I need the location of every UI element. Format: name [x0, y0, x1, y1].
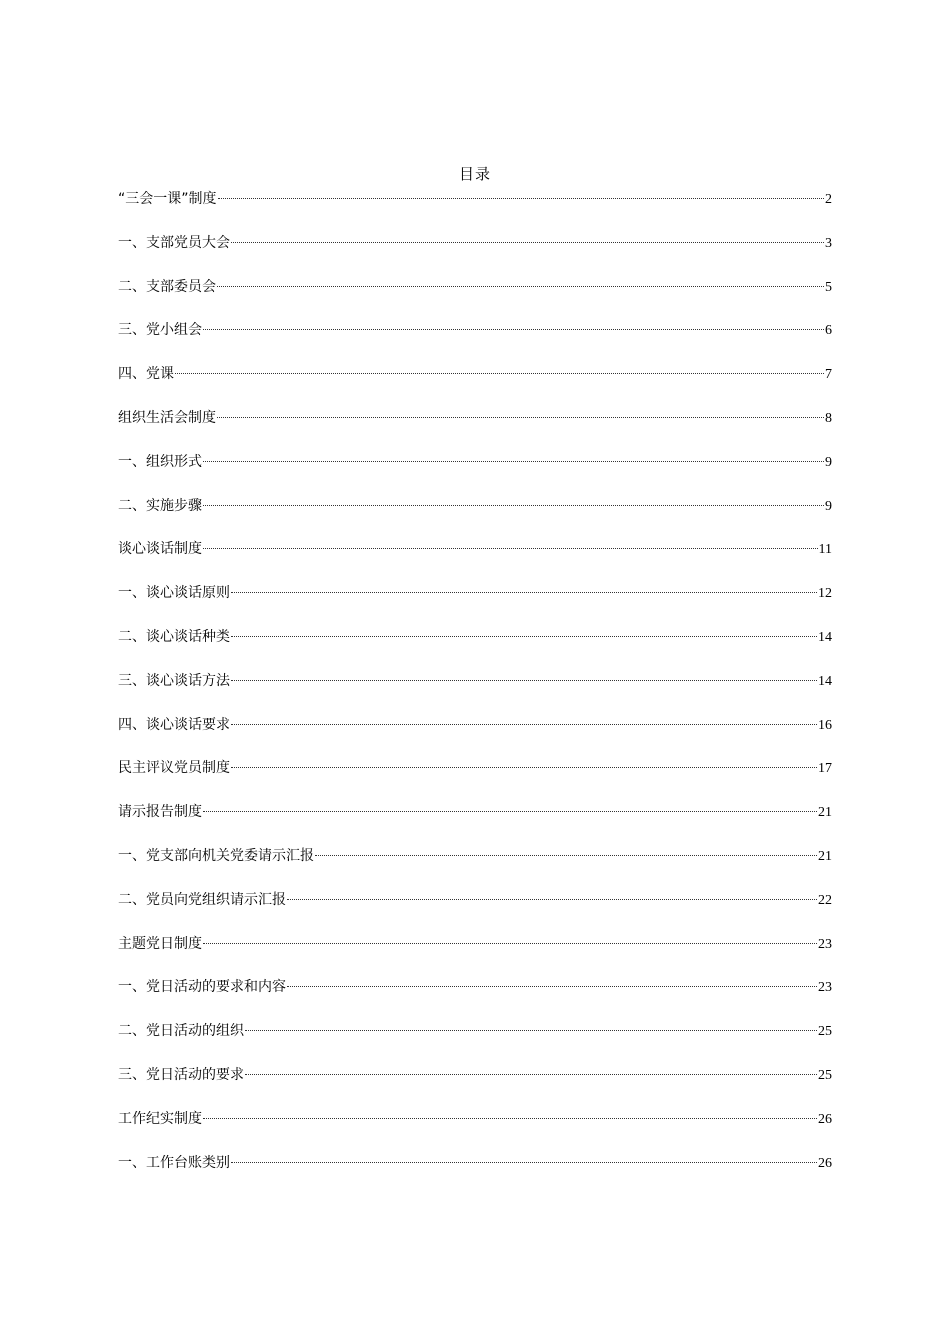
toc-entry[interactable] [118, 976, 832, 1020]
toc-entry-page-number: 7 [825, 367, 832, 383]
dot-leader [231, 767, 817, 768]
toc-entry-label: 一、组织形式 [118, 453, 202, 470]
dot-leader [217, 286, 824, 287]
toc-entry-page-number: 25 [818, 1024, 832, 1040]
toc-entry-page-number: 22 [818, 892, 832, 908]
table-of-contents [118, 188, 832, 1195]
toc-entry[interactable] [118, 1064, 832, 1108]
toc-entry-page-number: 8 [825, 410, 832, 426]
toc-entry-label: 一、党支部向机关党委请示汇报 [118, 847, 314, 864]
dot-leader [287, 899, 817, 900]
toc-entry-page-number: 6 [825, 323, 832, 339]
dot-leader [287, 986, 817, 987]
toc-entry[interactable] [118, 1108, 832, 1152]
toc-entry-label: 四、谈心谈话要求 [118, 716, 230, 733]
toc-entry[interactable] [118, 933, 832, 977]
toc-entry-label: 二、党日活动的组织 [118, 1023, 244, 1040]
dot-leader [203, 329, 824, 330]
toc-entry[interactable] [118, 582, 832, 626]
toc-entry-page-number: 16 [818, 717, 832, 733]
dot-leader [217, 417, 824, 418]
toc-entry[interactable] [118, 188, 832, 232]
toc-entry-label: 一、谈心谈话原则 [118, 585, 230, 602]
toc-entry-label: 谈心谈话制度 [118, 541, 202, 558]
toc-entry-label: 请示报告制度 [118, 804, 202, 821]
dot-leader [245, 1074, 817, 1075]
toc-entry[interactable] [118, 538, 832, 582]
toc-entry[interactable] [118, 670, 832, 714]
toc-entry-page-number: 23 [818, 936, 832, 952]
toc-entry-page-number: 23 [818, 980, 832, 996]
dot-leader [203, 461, 824, 462]
dot-leader [203, 1118, 817, 1119]
toc-entry[interactable] [118, 845, 832, 889]
toc-entry-page-number: 14 [818, 673, 832, 689]
toc-entry[interactable] [118, 626, 832, 670]
toc-entry-page-number: 3 [825, 235, 832, 251]
toc-entry-page-number: 17 [818, 761, 832, 777]
toc-entry-page-number: 26 [818, 1111, 832, 1127]
toc-entry-page-number: 21 [818, 805, 832, 821]
toc-entry-page-number: 21 [818, 848, 832, 864]
toc-entry[interactable] [118, 1152, 832, 1196]
dot-leader [218, 198, 824, 199]
toc-entry-label: 主题党日制度 [118, 935, 202, 952]
toc-entry-label: 三、党小组会 [118, 322, 202, 339]
toc-entry-label: 四、党课 [118, 366, 174, 383]
dot-leader [315, 855, 817, 856]
toc-entry-label: 组织生活会制度 [118, 409, 216, 426]
toc-entry-page-number: 11 [818, 542, 832, 558]
toc-entry-label: 三、党日活动的要求 [118, 1066, 244, 1083]
toc-entry-label: 二、谈心谈话种类 [118, 628, 230, 645]
toc-entry-label: 一、党日活动的要求和内容 [118, 979, 286, 996]
toc-entry[interactable] [118, 319, 832, 363]
toc-entry-label: 二、党员向党组织请示汇报 [118, 891, 286, 908]
toc-entry[interactable] [118, 889, 832, 933]
toc-entry[interactable] [118, 714, 832, 758]
toc-entry-page-number: 25 [818, 1067, 832, 1083]
toc-title: 目录 [458, 165, 491, 183]
dot-leader [203, 505, 824, 506]
toc-entry[interactable] [118, 801, 832, 845]
dot-leader [203, 943, 817, 944]
toc-entry-label: 二、实施步骤 [118, 497, 202, 514]
toc-entry-page-number: 26 [818, 1155, 832, 1171]
toc-entry[interactable] [118, 495, 832, 539]
dot-leader [231, 592, 817, 593]
toc-entry-page-number: 12 [818, 586, 832, 602]
dot-leader [231, 636, 817, 637]
dot-leader [175, 373, 824, 374]
toc-entry-page-number: 14 [818, 629, 832, 645]
toc-entry[interactable] [118, 407, 832, 451]
toc-entry-label: 一、工作台账类别 [118, 1154, 230, 1171]
toc-entry-label: 工作纪实制度 [118, 1110, 202, 1127]
toc-entry-label: 二、支部委员会 [118, 278, 216, 295]
toc-entry[interactable] [118, 363, 832, 407]
toc-entry-page-number: 9 [825, 454, 832, 470]
dot-leader [203, 548, 818, 549]
dot-leader [231, 724, 817, 725]
dot-leader [231, 680, 817, 681]
toc-entry[interactable] [118, 276, 832, 320]
toc-entry-label: 民主评议党员制度 [118, 760, 230, 777]
toc-entry[interactable] [118, 451, 832, 495]
toc-entry-label: 一、支部党员大会 [118, 234, 230, 251]
dot-leader [245, 1030, 817, 1031]
toc-entry-label: 三、谈心谈话方法 [118, 672, 230, 689]
toc-entry[interactable] [118, 232, 832, 276]
toc-entry[interactable] [118, 757, 832, 801]
toc-entry-page-number: 5 [825, 279, 832, 295]
toc-entry-page-number: 2 [825, 192, 832, 207]
toc-entry-page-number: 9 [825, 498, 832, 514]
dot-leader [231, 1162, 817, 1163]
toc-entry[interactable] [118, 1020, 832, 1064]
dot-leader [203, 811, 817, 812]
dot-leader [231, 242, 824, 243]
toc-entry-label: “三会一课”制度 [118, 191, 217, 207]
